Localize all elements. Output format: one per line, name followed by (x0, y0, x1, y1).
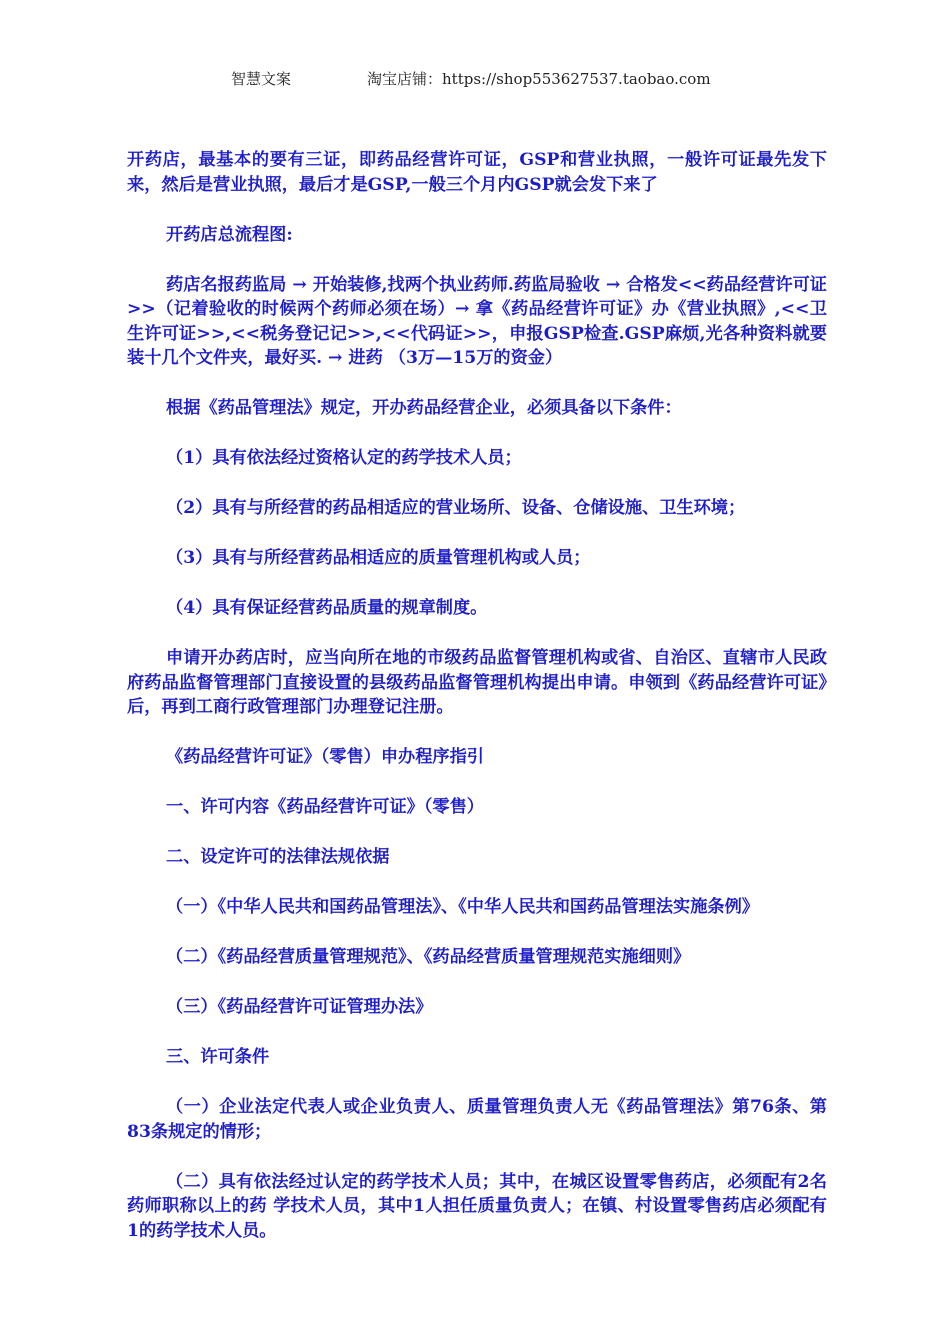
document-body (127, 148, 827, 1269)
flowchart-heading: 开药店总流程图: (166, 224, 293, 245)
law-item: （三）《药品经营许可证管理办法》 (166, 997, 433, 1017)
application-paragraph: 申请开办药店时，应当向所在地的市级药品监督管理机构或省、自治区、直辖市人民政府药品监督管理部门直接设置的县级药品监督管理机构提出申请。申领到《药品经营许可证》后，再到工商行政管理部门办理登记注册。 (127, 648, 827, 717)
law-item: （二）《药品经营质量管理规范》、《药品经营质量管理规范实施细则》 (166, 947, 691, 967)
condition-item: （2）具有与所经营的药品相适应的营业场所、设备、仓储设施、卫生环境； (166, 498, 746, 518)
license-condition: （二）具有依法经过认定的药学技术人员；其中，在城区设置零售药店，必须配有2名药师职称以上的药 学技术人员，其中1人担任质量负责人；在镇、村设置零售药店必须配有1的药学技术人员。 (127, 1171, 827, 1241)
section-heading: 三、许可条件 (166, 1047, 270, 1067)
section-heading: 二、设定许可的法律法规依据 (166, 847, 390, 867)
conditions-intro: 根据《药品管理法》规定，开办药品经营企业，必须具备以下条件： (166, 398, 682, 418)
page-header (0, 68, 950, 92)
guide-title: 《药品经营许可证》（零售）申办程序指引 (166, 747, 484, 767)
shop-link[interactable]: 淘宝店铺：https://shop553627537.taobao.com (367, 70, 711, 88)
flowchart-paragraph: 药店名报药监局 → 开始装修,找两个执业药师.药监局验收 → 合格发<<药品经营许可证>>（记着验收的时候两个药师必须在场）→ 拿《药品经营许可证》办《营业执照》,<<卫生许可证>>,<<税务登记记>>,<<代码证>>，申报GSP检查.GSP麻烦,光各种资料就要装十几个文件夹，最好买. → 进药 （3万—15万的资金） (127, 274, 827, 368)
condition-item: （4）具有保证经营药品质量的规章制度。 (166, 598, 488, 618)
condition-item: （3）具有与所经营药品相适应的质量管理机构或人员； (166, 548, 591, 568)
shop-name: 智慧文案 (231, 70, 292, 88)
law-item: （一）《中华人民共和国药品管理法》、《中华人民共和国药品管理法实施条例》 (166, 897, 759, 917)
license-condition: （一）企业法定代表人或企业负责人、质量管理负责人无《药品管理法》第76条、第83条规定的情形； (127, 1097, 827, 1142)
condition-item: （1）具有依法经过资格认定的药学技术人员； (166, 448, 522, 468)
section-heading: 一、许可内容《药品经营许可证》（零售） (166, 797, 484, 817)
intro-paragraph: 开药店，最基本的要有三证，即药品经营许可证，GSP和营业执照，一般许可证最先发下来，然后是营业执照，最后才是GSP,一般三个月内GSP就会发下来了 (127, 150, 827, 195)
